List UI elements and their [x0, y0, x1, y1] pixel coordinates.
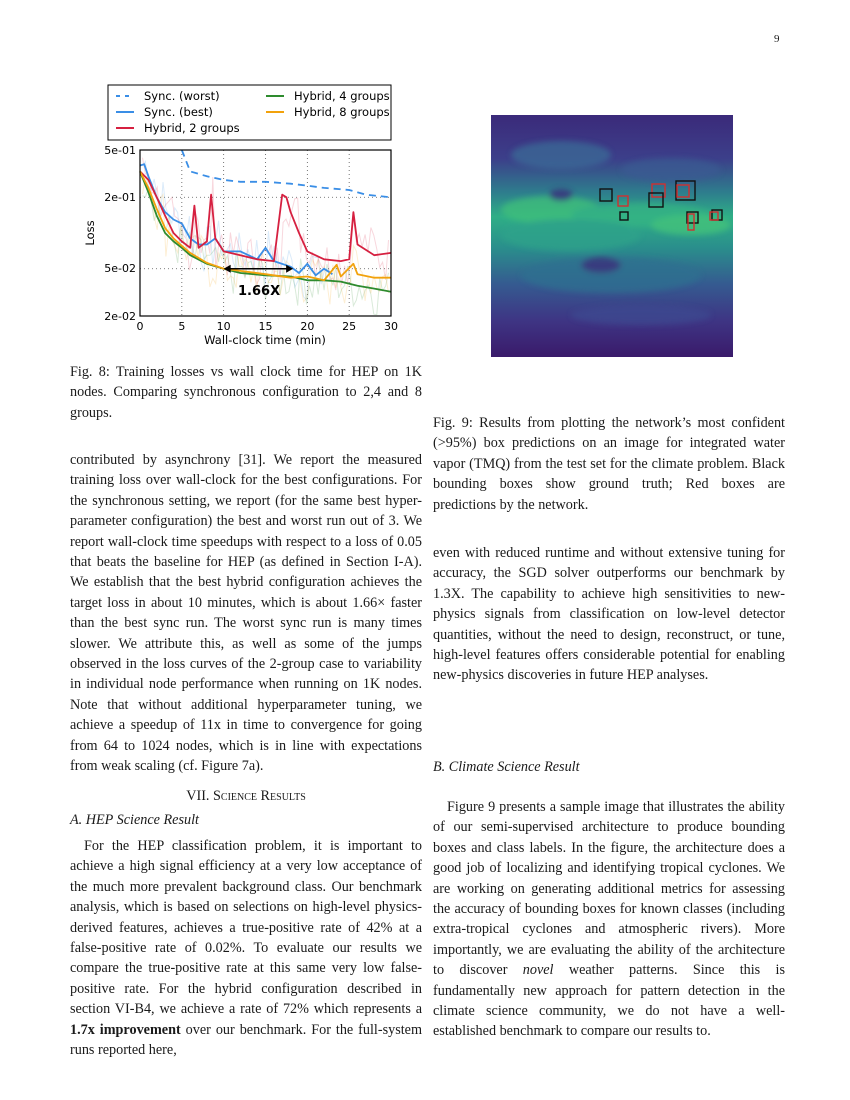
subsection-heading-a: A. HEP Science Result — [70, 812, 199, 828]
legend-sync-worst: Sync. (worst) — [144, 89, 220, 103]
chart-legend — [108, 85, 391, 140]
figure-8-caption: Fig. 8: Training losses vs wall clock time for HEP on 1K nodes. Comparing synchronous configuration to 2,4 and 8 groups. — [70, 364, 422, 421]
series-line — [140, 164, 332, 275]
x-tick-labels — [137, 320, 399, 333]
y-tick-label: 2e-02 — [104, 310, 136, 323]
y-tick-label: 5e-01 — [104, 144, 136, 157]
subsection-heading-b: B. Climate Science Result — [433, 759, 580, 775]
legend-hybrid-4: Hybrid, 4 groups — [294, 89, 390, 103]
right-column-text-2 — [433, 797, 785, 1042]
left-column-text-2 — [70, 836, 422, 1060]
paragraph — [433, 797, 785, 1042]
y-tick-label: 2e-01 — [104, 191, 136, 204]
x-tick-label: 25 — [342, 320, 357, 333]
y-axis-label: Loss — [83, 220, 97, 246]
x-tick-label: 15 — [258, 320, 273, 333]
figure-9-caption: Fig. 9: Results from plotting the network’s most confident (>95%) box predictions on an image for integrated water vapor (TMQ) from the test set for the climate problem. Black bounding boxes show ground truth; Red boxes are predictions by the network. — [433, 415, 785, 513]
left-column-text — [70, 450, 422, 777]
speedup-annotation: 1.66X — [238, 284, 281, 299]
x-axis-label: Wall-clock time (min) — [204, 333, 326, 347]
paragraph — [70, 836, 422, 1060]
x-tick-label: 5 — [178, 320, 186, 333]
tmq-climate-map — [491, 115, 733, 357]
legend-hybrid-8: Hybrid, 8 groups — [294, 105, 390, 119]
italic-text: novel — [522, 962, 554, 979]
section-title: Science Results — [213, 788, 306, 804]
figure-9-image — [491, 115, 733, 357]
bold-text: 1.7x improvement — [70, 1021, 181, 1038]
text-span: For the HEP classification problem, it is important to achieve a high signal efficiency at a very low acceptance of the much more prevalent background class. Our benchmark analysis, which is based on selections on high-level physics-derived features, achieves a true-positive rate of 42% at a false-positive rate of 0.02%. To evaluate our results we compare the true-positive rate at this same very low false-positive rate. For the hybrid configuration described in section VI-B4, we achieve a rate of 72% which represents a — [70, 838, 422, 1018]
x-tick-label: 30 — [384, 320, 398, 333]
y-tick-label: 5e-02 — [104, 262, 136, 275]
right-column-text — [433, 543, 785, 686]
text-span: Figure 9 presents a sample image that illustrates the ability of our semi-supervised architecture to produce bounding boxes and class labels. In the figure, the architecture does a good job of localizing and identifying tropical cyclones. We are working on generating additional metrics for assessing the accuracy of bounding boxes for known classes (including extra-tropical cyclones and atmospheric rivers). More importantly, we are evaluating the ability of the architecture to discover — [433, 799, 785, 979]
paragraph: contributed by asynchrony [31]. We report the measured training loss over wall-clock for the best configurations. For the synchronous setting, we report (for the same best hyper-parameter configuration) the best and worst run out of 3. We report wall-clock time speedups with respect to a loss of 0.05 that beats the baseline for HEP (as defined in Section I-A). We establish that the best hybrid configuration achieves the target loss in about 10 minutes, which is about 1.66× faster than the best sync run. The worst sync run is many times slower. We attribute this, as well as some of the jumps observed in the loss curves of the 2-group case to variability in individual node performance when running on 1K nodes. Note that without additional hyperparameter tuning, we achieve a speedup of 11x in time to convergence for going from 64 to 1024 nodes, which is in line with expectations from weak scaling (cf. Figure 7a). — [70, 452, 422, 775]
legend-sync-best: Sync. (best) — [144, 105, 213, 119]
page-number: 9 — [774, 33, 780, 45]
x-tick-label: 20 — [300, 320, 315, 333]
figure-8-chart — [80, 80, 410, 360]
paragraph: even with reduced runtime and without extensive tuning for accuracy, the SGD solver outperforms our benchmark by 1.3X. The capability to achieve high sensitivities to new-physics signals from classification on low-level detector quantities, without the need to design, reconstruct, or tune, high-level features offers considerable potential for enabling new-physics discoveries in future HEP analyses. — [433, 545, 785, 684]
text-span: weather patterns. Since this is fundamentally new approach for pattern detection in the climate science community, we do not have a well-established benchmark to compare our results to. — [433, 962, 785, 1040]
loss-chart-svg — [80, 80, 410, 360]
x-tick-label: 0 — [136, 320, 144, 333]
section-heading — [70, 788, 422, 805]
text-span: over our benchmark. For the full-system runs reported here, — [70, 1021, 423, 1059]
legend-hybrid-2: Hybrid, 2 groups — [144, 121, 240, 135]
x-tick-label: 10 — [216, 320, 231, 333]
section-number: VII. — [186, 788, 210, 804]
